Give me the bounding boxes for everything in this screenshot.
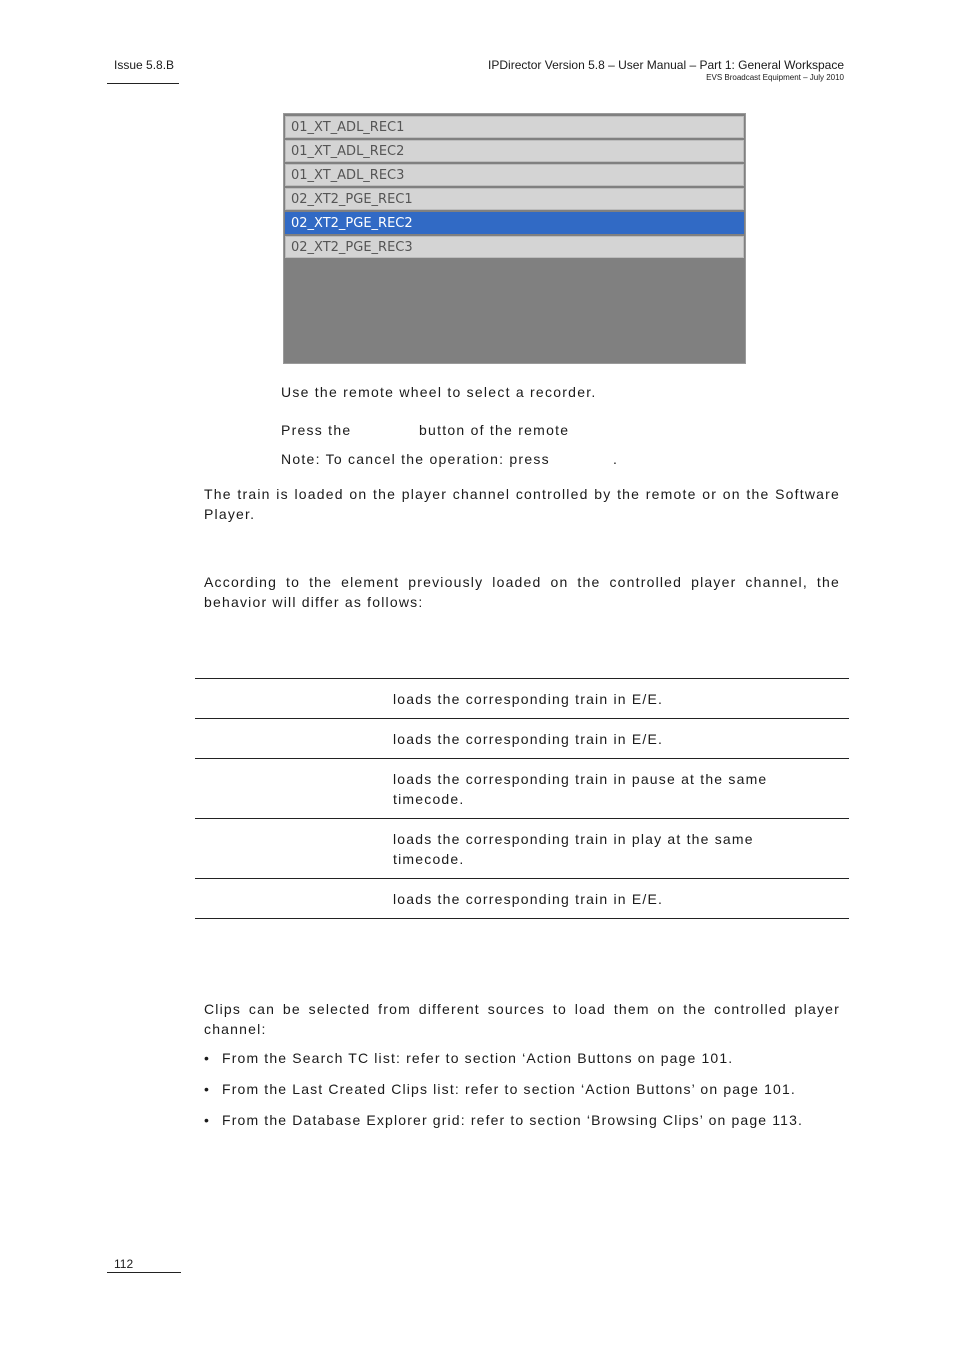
- table-row: [195, 818, 849, 878]
- table-row: [195, 878, 849, 919]
- table-row: [195, 758, 849, 818]
- cancel-note: Note: To cancel the operation: press: [281, 451, 550, 467]
- table-row: [195, 718, 849, 758]
- table-cell-behavior: loads the corresponding train in pause at the same timecode.: [393, 771, 768, 807]
- recorder-list-item[interactable]: 02_XT2_PGE_REC1: [285, 188, 744, 210]
- list-item-text: From the Database Explorer grid: refer to section ‘Browsing Clips’ on page 113.: [222, 1112, 804, 1128]
- document-title: IPDirector Version 5.8 – User Manual – Part 1: General Workspace: [488, 58, 844, 72]
- behavior-table: [195, 678, 849, 919]
- list-item: [204, 1110, 864, 1130]
- table-row: [195, 678, 849, 718]
- list-item: [204, 1079, 864, 1099]
- table-cell-behavior: loads the corresponding train in E/E.: [393, 731, 664, 747]
- table-cell-behavior: loads the corresponding train in E/E.: [393, 691, 664, 707]
- recorder-list-item[interactable]: 02_XT2_PGE_REC3: [285, 236, 744, 258]
- cancel-note-end: .: [613, 451, 619, 467]
- document-subtitle: EVS Broadcast Equipment – July 2010: [706, 73, 844, 82]
- paragraph-clips-sources: Clips can be selected from different sources to load them on the controlled player channel:: [204, 1001, 840, 1037]
- list-item-text: From the Search TC list: refer to section ‘Action Buttons on page 101.: [222, 1050, 734, 1066]
- recorder-list-item[interactable]: 01_XT_ADL_REC3: [285, 164, 744, 186]
- recorder-list[interactable]: [283, 113, 746, 364]
- header-divider: [107, 83, 179, 84]
- table-cell-behavior: loads the corresponding train in E/E.: [393, 891, 664, 907]
- recorder-list-item[interactable]: 01_XT_ADL_REC2: [285, 140, 744, 162]
- paragraph-behavior-intro: According to the element previously loaded on the controlled player channel, the behavior will differ as follows:: [204, 574, 840, 610]
- bullet-icon: •: [204, 1050, 211, 1066]
- step-press-label: Press the: [281, 422, 352, 438]
- bullet-icon: •: [204, 1081, 211, 1097]
- list-item: [204, 1048, 864, 1068]
- paragraph-train-loaded: The train is loaded on the player channel controlled by the remote or on the Software Player.: [204, 486, 840, 522]
- step-select-recorder: Use the remote wheel to select a recorder.: [281, 384, 597, 400]
- recorder-list-item-selected[interactable]: 02_XT2_PGE_REC2: [285, 212, 744, 234]
- clip-source-list: [204, 1048, 864, 1141]
- bullet-icon: •: [204, 1112, 211, 1128]
- page-number: 112: [114, 1257, 134, 1271]
- issue-label: Issue 5.8.B: [114, 58, 175, 72]
- recorder-list-item[interactable]: 01_XT_ADL_REC1: [285, 116, 744, 138]
- table-cell-behavior: loads the corresponding train in play at the same timecode.: [393, 831, 754, 867]
- list-item-text: From the Last Created Clips list: refer to section ‘Action Buttons’ on page 101.: [222, 1081, 796, 1097]
- footer-divider: [107, 1272, 181, 1273]
- step-press-suffix: button of the remote: [419, 422, 570, 438]
